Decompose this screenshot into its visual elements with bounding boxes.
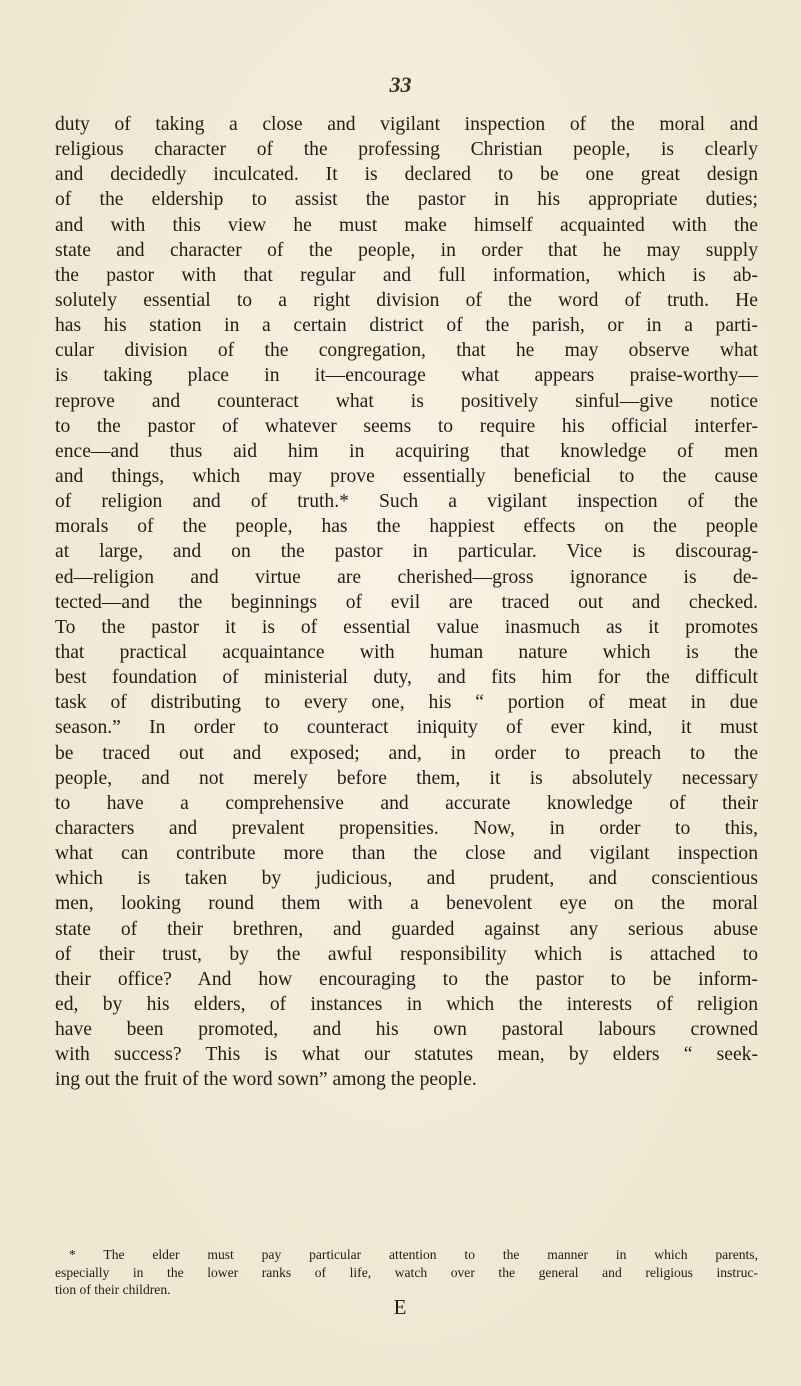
body-line: religious character of the professing Christian people, is clearly bbox=[55, 139, 758, 161]
footnote-line: tion of their children. bbox=[55, 1282, 171, 1297]
body-line: to have a comprehensive and accurate knowledge of their bbox=[55, 792, 758, 814]
body-line: of religion and of truth.* Such a vigilant inspection of the bbox=[55, 491, 758, 513]
body-line: of their trust, by the awful responsibility which is attached to bbox=[55, 943, 758, 965]
body-line: people, and not merely before them, it is absolutely necessary bbox=[55, 767, 758, 789]
body-line: To the pastor it is of essential value inasmuch as it promotes bbox=[55, 616, 758, 638]
body-line: have been promoted, and his own pastoral labours crowned bbox=[55, 1019, 758, 1041]
body-line: which is taken by judicious, and prudent, and conscientious bbox=[55, 868, 758, 890]
body-line: ed—religion and virtue are cherished—gross ignorance is de- bbox=[55, 566, 758, 588]
body-line: morals of the people, has the happiest effects on the people bbox=[55, 516, 758, 538]
body-line: with success? This is what our statutes mean, by elders “ seek- bbox=[55, 1044, 758, 1066]
footnote-line: * The elder must pay particular attention to the manner in which parents, bbox=[69, 1247, 758, 1262]
body-line: ed, by his elders, of instances in which the interests of religion bbox=[55, 993, 758, 1015]
body-line: characters and prevalent propensities. Now, in order to this, bbox=[55, 817, 758, 839]
body-line: their office? And how encouraging to the pastor to be inform- bbox=[55, 968, 758, 990]
body-line: of the eldership to assist the pastor in his appropriate duties; bbox=[55, 189, 758, 211]
body-text bbox=[55, 112, 758, 1092]
body-line: ence—and thus aid him in acquiring that knowledge of men bbox=[55, 440, 758, 462]
body-line: cular division of the congregation, that he may observe what bbox=[55, 340, 758, 362]
signature-mark: E bbox=[393, 1295, 408, 1319]
body-line: that practical acquaintance with human nature which is the bbox=[55, 641, 758, 663]
body-line: state of their brethren, and guarded against any serious abuse bbox=[55, 918, 758, 940]
body-line: tected—and the beginnings of evil are traced out and checked. bbox=[55, 591, 758, 613]
body-line: and decidedly inculcated. It is declared to be one great design bbox=[55, 164, 758, 186]
footnote bbox=[55, 1246, 758, 1299]
body-line: state and character of the people, in order that he may supply bbox=[55, 239, 758, 261]
page-number: 33 bbox=[389, 72, 412, 97]
body-line: the pastor with that regular and full information, which is ab- bbox=[55, 264, 758, 286]
body-line: has his station in a certain district of the parish, or in a parti- bbox=[55, 315, 758, 337]
body-line: task of distributing to every one, his “ portion of meat in due bbox=[55, 692, 758, 714]
body-line: ing out the fruit of the word sown” among the people. bbox=[55, 1069, 477, 1091]
body-line: reprove and counteract what is positively sinful—give notice bbox=[55, 390, 758, 412]
body-line: men, looking round them with a benevolent eye on the moral bbox=[55, 893, 758, 915]
body-line: what can contribute more than the close and vigilant inspection bbox=[55, 843, 758, 865]
body-line: solutely essential to a right division of the word of truth. He bbox=[55, 289, 758, 311]
body-line: and with this view he must make himself acquainted with the bbox=[55, 214, 758, 236]
body-line: at large, and on the pastor in particular. Vice is discourag- bbox=[55, 541, 758, 563]
body-line: duty of taking a close and vigilant inspection of the moral and bbox=[55, 114, 758, 135]
body-line: and things, which may prove essentially beneficial to the cause bbox=[55, 465, 758, 487]
body-line: to the pastor of whatever seems to require his official interfer- bbox=[55, 415, 758, 437]
body-line: best foundation of ministerial duty, and fits him for the difficult bbox=[55, 667, 758, 689]
body-line: is taking place in it—encourage what appears praise-worthy— bbox=[55, 365, 758, 387]
body-line: be traced out and exposed; and, in order to preach to the bbox=[55, 742, 758, 764]
footnote-line: especially in the lower ranks of life, watch over the general and religious instruc- bbox=[55, 1264, 758, 1280]
body-line: season.” In order to counteract iniquity of ever kind, it must bbox=[55, 717, 758, 739]
